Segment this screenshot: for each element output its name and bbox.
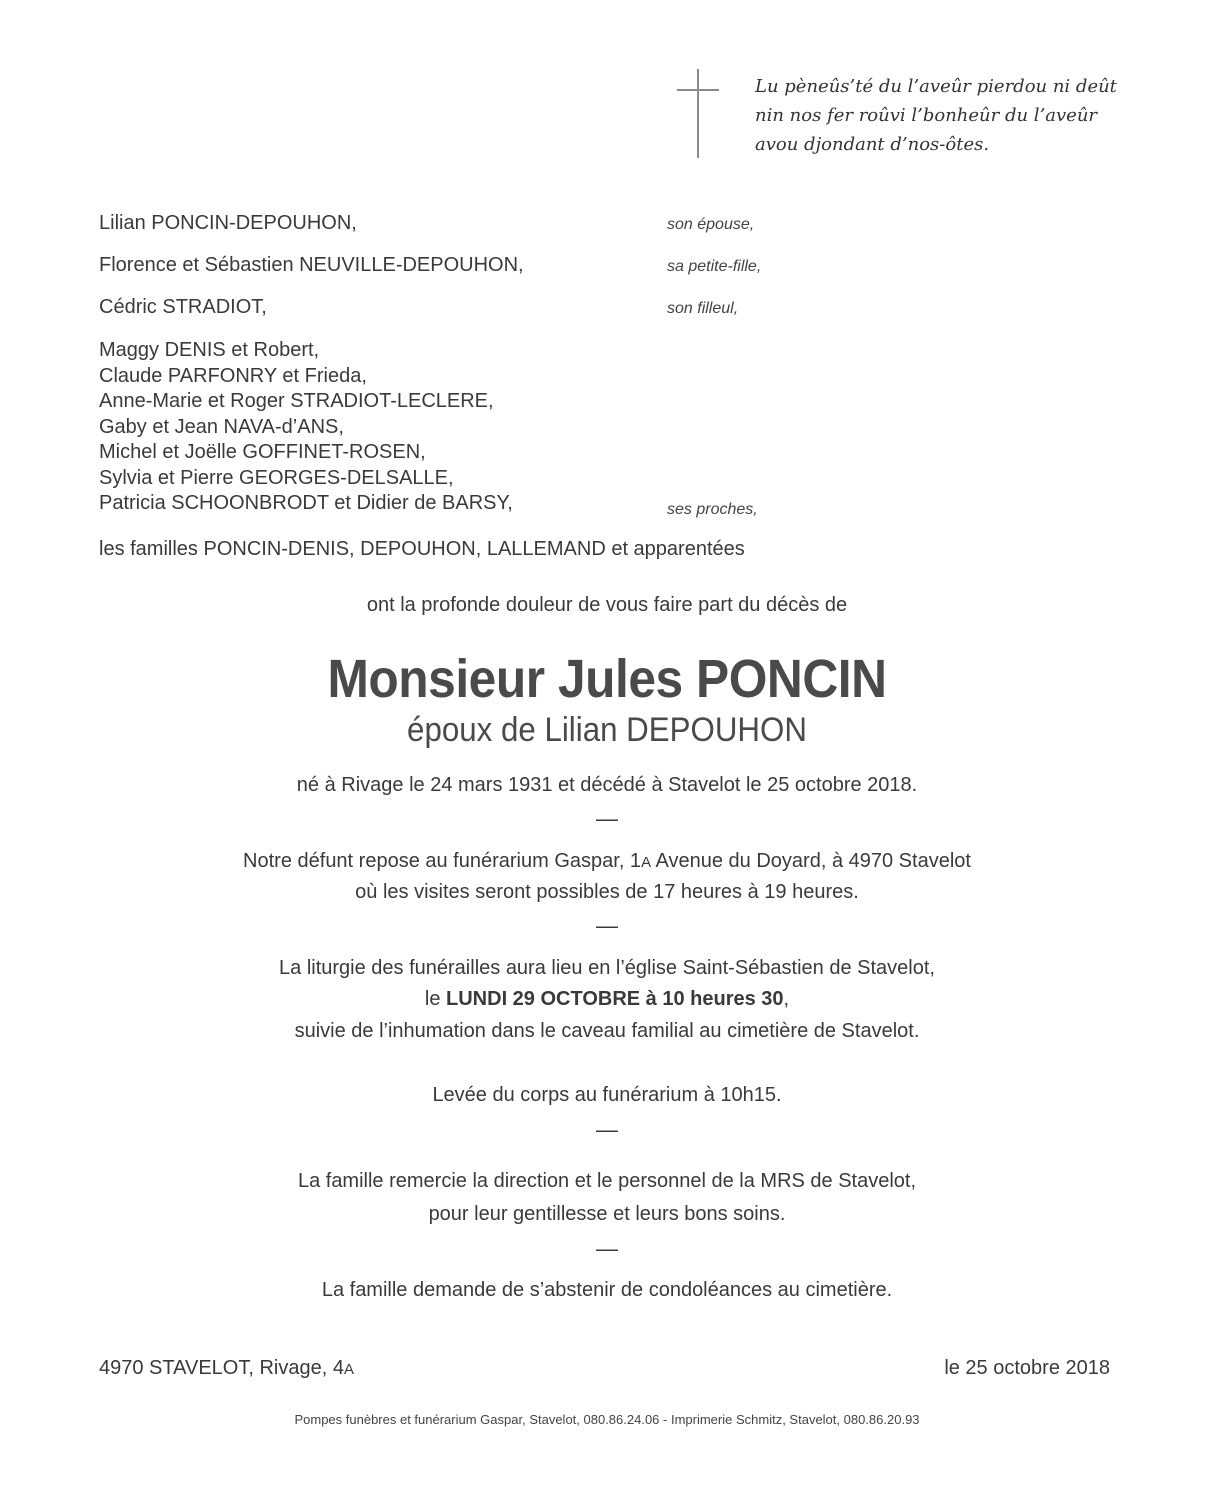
thanks-line-2: pour leur gentillesse et leurs bons soins. bbox=[428, 1203, 786, 1225]
document-date: le 25 octobre 2018 bbox=[944, 1357, 1110, 1379]
relative-name: Maggy DENIS et Robert, bbox=[99, 339, 320, 361]
liturgy-line-1: La liturgie des funérailles aura lieu en l’église Saint-Sébastien de Stavelot, bbox=[279, 957, 935, 979]
birth-death-line: né à Rivage le 24 mars 1931 et décédé à Stavelot le 25 octobre 2018. bbox=[296, 774, 918, 796]
levee-line: Levée du corps au funérarium à 10h15. bbox=[432, 1084, 782, 1106]
family-role-godson: son filleul, bbox=[667, 300, 739, 317]
relatives-role: ses proches, bbox=[667, 501, 758, 518]
liturgy-line-2: le LUNDI 29 OCTOBRE à 10 heures 30, bbox=[424, 988, 790, 1010]
thanks-line-1: La famille remercie la direction et le personnel de la MRS de Stavelot, bbox=[297, 1170, 917, 1192]
announcement-line: ont la profonde douleur de vous faire part du décès de bbox=[366, 594, 848, 616]
deceased-name: Monsieur Jules PONCIN bbox=[327, 649, 887, 709]
families-line: les familles PONCIN-DENIS, DEPOUHON, LALLEMAND et apparentées bbox=[99, 538, 745, 560]
quote-line: avou djondant d’nos-ôtes. bbox=[755, 134, 990, 155]
repose-line-2: où les visites seront possibles de 17 heures à 19 heures. bbox=[355, 881, 859, 903]
condolences-line: La famille demande de s’abstenir de condoléances au cimetière. bbox=[321, 1279, 893, 1301]
family-name-granddaughter: Florence et Sébastien NEUVILLE-DEPOUHON, bbox=[99, 254, 524, 276]
separator: — bbox=[596, 1236, 618, 1261]
epigraph-quote bbox=[755, 72, 1155, 159]
relatives-list bbox=[99, 338, 513, 517]
separator: — bbox=[596, 806, 618, 831]
deceased-spouse: époux de Lilian DEPOUHON bbox=[407, 711, 807, 749]
separator: — bbox=[596, 1117, 618, 1142]
family-role-spouse: son épouse, bbox=[667, 216, 755, 233]
quote-line: Lu pèneûs’té du l’aveûr pierdou ni deût bbox=[755, 76, 1117, 97]
cross-icon-vertical bbox=[697, 69, 699, 158]
repose-line-1: Notre défunt repose au funérarium Gaspar, 1A Avenue du Doyard, à 4970 Stavelot bbox=[243, 850, 971, 872]
separator: — bbox=[596, 913, 618, 938]
liturgy-line-3: suivie de l’inhumation dans le caveau familial au cimetière de Stavelot. bbox=[294, 1020, 920, 1042]
relative-name: Michel et Joëlle GOFFINET-ROSEN, bbox=[99, 441, 426, 463]
relative-name: Sylvia et Pierre GEORGES-DELSALLE, bbox=[99, 466, 454, 489]
relative-name: Gaby et Jean NAVA-d’ANS, bbox=[99, 415, 344, 438]
family-role-granddaughter: sa petite-fille, bbox=[667, 258, 762, 275]
relative-name: Anne-Marie et Roger STRADIOT-LECLERE, bbox=[99, 390, 494, 412]
address: 4970 STAVELOT, Rivage, 4A bbox=[99, 1357, 354, 1379]
relative-name: Patricia SCHOONBRODT et Didier de BARSY, bbox=[99, 492, 513, 514]
family-name-spouse: Lilian PONCIN-DEPOUHON, bbox=[99, 212, 357, 234]
footer-credits: Pompes funèbres et funérarium Gaspar, Stavelot, 080.86.24.06 - Imprimerie Schmitz, Stavelot, 080.86.20.93 bbox=[294, 1412, 920, 1427]
relative-name: Claude PARFONRY et Frieda, bbox=[99, 364, 367, 387]
cross-icon-horizontal bbox=[677, 89, 719, 91]
quote-line: nin nos fer roûvi l’bonheûr du l’aveûr bbox=[755, 105, 1098, 126]
family-name-godson: Cédric STRADIOT, bbox=[99, 296, 267, 318]
